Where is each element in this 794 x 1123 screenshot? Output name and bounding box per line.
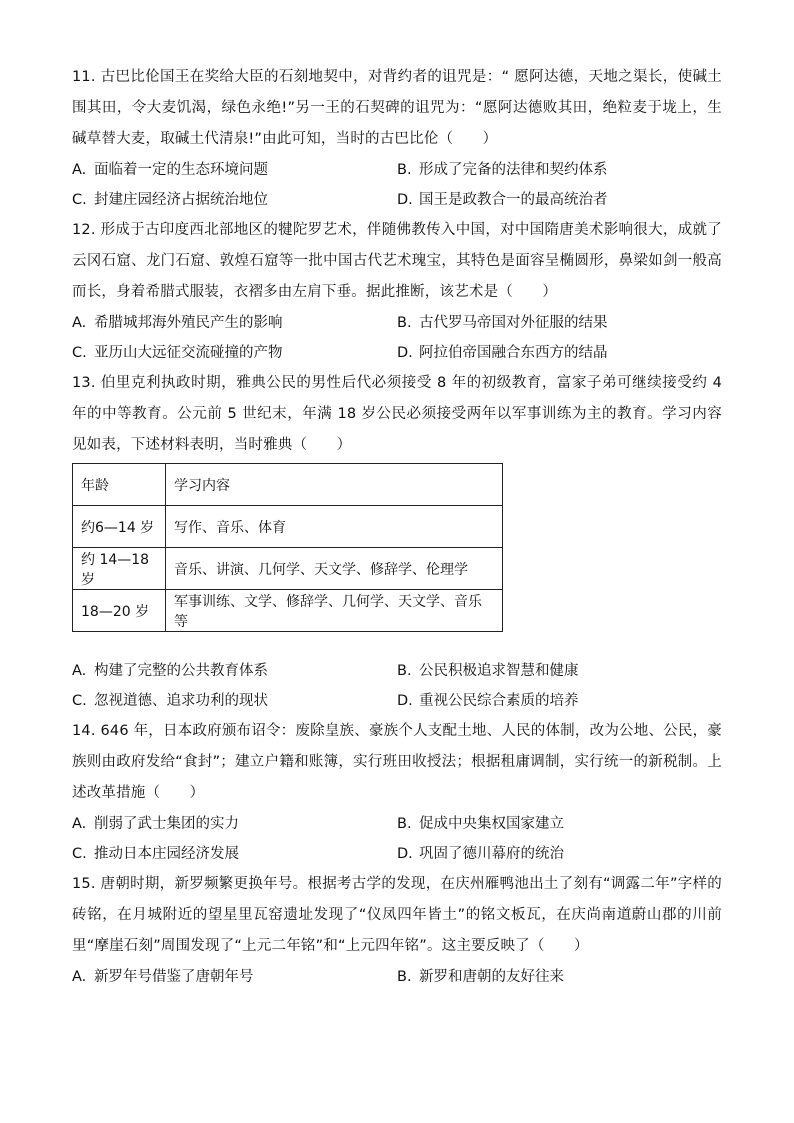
option-c[interactable] xyxy=(72,686,397,716)
option-b[interactable] xyxy=(397,809,722,839)
option-letter: A. xyxy=(72,816,87,832)
option-letter: C. xyxy=(72,693,87,709)
option-b[interactable] xyxy=(397,155,722,185)
option-letter: B. xyxy=(397,969,412,985)
option-c[interactable] xyxy=(72,185,397,215)
option-letter: D. xyxy=(397,345,413,361)
option-text: 推动日本庄园经济发展 xyxy=(94,846,239,862)
option-text: 国王是政教合一的最高统治者 xyxy=(419,192,608,208)
table-row xyxy=(73,548,503,590)
table-header-cell: 年龄 xyxy=(73,464,166,506)
option-c[interactable] xyxy=(72,338,397,368)
option-text: 削弱了武士集团的实力 xyxy=(94,816,239,832)
option-text: 面临着一定的生态环境问题 xyxy=(94,162,268,178)
option-a[interactable] xyxy=(72,809,397,839)
table-cell: 音乐、讲演、几何学、天文学、修辞学、伦理学 xyxy=(166,548,503,590)
question-14 xyxy=(72,716,722,869)
option-text: 巩固了德川幕府的统治 xyxy=(419,846,564,862)
answer-options xyxy=(72,809,722,869)
option-letter: B. xyxy=(397,816,412,832)
option-a[interactable] xyxy=(72,308,397,338)
answer-options xyxy=(72,962,722,992)
option-d[interactable] xyxy=(397,686,722,716)
option-d[interactable] xyxy=(397,185,722,215)
option-c[interactable] xyxy=(72,839,397,869)
table-cell: 军事训练、文学、修辞学、几何学、天文学、音乐等 xyxy=(166,590,503,632)
question-stem: 15. 唐朝时期，新罗频繁更换年号。根据考古学的发现，在庆州雁鸭池出土了刻有“调露二年”字样的砖铭，在月城附近的望星里瓦窑遗址发现了“仪凤四年皆土”的铭文板瓦，在庆尚南道蔚山郡的川前里“摩崖石刻”周围发现了“上元二年铭”和“上元四年铭”。这主要反映了（ ） xyxy=(72,876,722,954)
option-letter: D. xyxy=(397,846,413,862)
question-11 xyxy=(72,62,722,215)
table-cell: 约6—14 岁 xyxy=(73,506,166,548)
answer-options xyxy=(72,308,722,368)
question-15 xyxy=(72,869,722,992)
table-header-row xyxy=(73,464,503,506)
option-text: 阿拉伯帝国融合东西方的结晶 xyxy=(419,345,608,361)
option-d[interactable] xyxy=(397,338,722,368)
option-letter: C. xyxy=(72,846,87,862)
option-d[interactable] xyxy=(397,839,722,869)
option-text: 古代罗马帝国对外征服的结果 xyxy=(419,315,608,331)
table-row xyxy=(73,590,503,632)
table-header-cell: 学习内容 xyxy=(166,464,503,506)
option-letter: A. xyxy=(72,663,87,679)
option-b[interactable] xyxy=(397,308,722,338)
question-stem: 12. 形成于古印度西北部地区的犍陀罗艺术，伴随佛教传入中国，对中国隋唐美术影响很大，成就了云冈石窟、龙门石窟、敦煌石窟等一批中国古代艺术瑰宝，其特色是面容呈椭圆形，鼻梁如剑一般高而长，身着希腊式服装，衣褶多由左肩下垂。据此推断，该艺术是（ ） xyxy=(72,222,722,300)
option-letter: A. xyxy=(72,315,87,331)
option-letter: D. xyxy=(397,192,413,208)
option-letter: A. xyxy=(72,162,87,178)
question-stem: 14. 646 年，日本政府颁布诏令：废除皇族、豪族个人支配土地、人民的体制，改为公地、公民，豪族则由政府发给“食封”；建立户籍和账簿，实行班田收授法；根据租庸调制，实行统一的新税制。上述改革措施（ ） xyxy=(72,723,722,801)
option-text: 新罗和唐朝的友好往来 xyxy=(419,969,564,985)
question-12 xyxy=(72,215,722,368)
option-b[interactable] xyxy=(397,962,722,992)
question-13 xyxy=(72,368,722,716)
answer-options xyxy=(72,155,722,215)
option-letter: D. xyxy=(397,693,413,709)
option-text: 亚历山大远征交流碰撞的产物 xyxy=(94,345,283,361)
table-cell: 写作、音乐、体育 xyxy=(166,506,503,548)
exam-page xyxy=(72,62,722,992)
option-letter: B. xyxy=(397,315,412,331)
option-b[interactable] xyxy=(397,656,722,686)
option-a[interactable] xyxy=(72,962,397,992)
option-letter: B. xyxy=(397,162,412,178)
option-a[interactable] xyxy=(72,155,397,185)
option-text: 公民积极追求智慧和健康 xyxy=(419,663,579,679)
table-cell: 18—20 岁 xyxy=(73,590,166,632)
option-text: 促成中央集权国家建立 xyxy=(419,816,564,832)
option-a[interactable] xyxy=(72,656,397,686)
option-letter: C. xyxy=(72,345,87,361)
option-text: 封建庄园经济占据统治地位 xyxy=(94,192,268,208)
question-stem: 11. 古巴比伦国王在奖给大臣的石刻地契中，对背约者的诅咒是：“ 愿阿达德，天地之渠长，使碱土围其田，令大麦饥渴，绿色永绝!”另一王的石契碑的诅咒为：“愿阿达德败其田，绝粒麦于垅上，生碱草替大麦，取碱土代清泉!”由此可知，当时的古巴比伦（ ） xyxy=(72,69,722,147)
option-text: 形成了完备的法律和契约体系 xyxy=(419,162,608,178)
option-letter: C. xyxy=(72,192,87,208)
option-text: 新罗年号借鉴了唐朝年号 xyxy=(94,969,254,985)
option-text: 忽视道德、追求功利的现状 xyxy=(94,693,268,709)
option-text: 构建了完整的公共教育体系 xyxy=(94,663,268,679)
answer-options xyxy=(72,656,722,716)
option-letter: B. xyxy=(397,663,412,679)
table-row xyxy=(73,506,503,548)
question-stem: 13. 伯里克利执政时期，雅典公民的男性后代必须接受 8 年的初级教育，富家子弟可继续接受约 4 年的中等教育。公元前 5 世纪末，年满 18 岁公民必须接受两年以军事训练为主的教育。学习内容见如表，下述材料表明，当时雅典（ ） xyxy=(72,375,722,453)
option-text: 重视公民综合素质的培养 xyxy=(419,693,579,709)
option-text: 希腊城邦海外殖民产生的影响 xyxy=(94,315,283,331)
table-cell: 约 14—18 岁 xyxy=(73,548,166,590)
option-letter: A. xyxy=(72,969,87,985)
education-table xyxy=(72,463,503,632)
